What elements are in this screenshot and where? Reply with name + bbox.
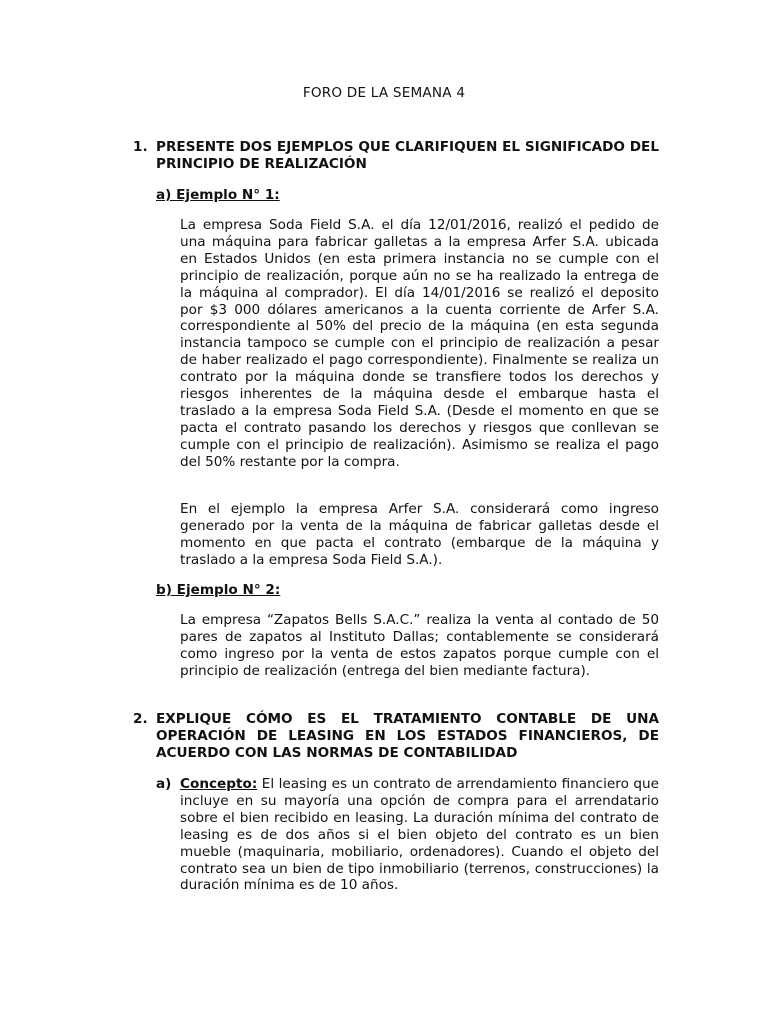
- example-1-label: a) Ejemplo N° 1:: [156, 187, 280, 203]
- question-1-number: 1.: [133, 139, 148, 155]
- example-2-heading: [156, 582, 280, 599]
- question-2-number: 2.: [133, 711, 148, 727]
- question-1: [133, 139, 659, 173]
- concept-block: [156, 776, 659, 894]
- concept-paragraph: [180, 776, 659, 894]
- example-2-paragraph: La empresa “Zapatos Bells S.A.C.” realiza la venta al contado de 50 pares de zapatos al Instituto Dallas; contablemente se considerará como ingreso por la venta de estos zapatos porque cumple con el principio de realización (entrega del bien mediante factura).: [180, 612, 659, 679]
- example-1-paragraph-2: En el ejemplo la empresa Arfer S.A. considerará como ingreso generado por la venta de la máquina de fabricar galletas desde el momento en que pacta el contrato (embarque de la máquina y traslado a la empresa Soda Field S.A.).: [180, 501, 659, 568]
- question-2: [133, 711, 659, 762]
- concept-marker: a): [156, 776, 172, 792]
- question-2-text: EXPLIQUE CÓMO ES EL TRATAMIENTO CONTABLE DE UNA OPERACIÓN DE LEASING EN LOS ESTADOS FINANCIEROS, DE ACUERDO CON LAS NORMAS DE CONTABILIDAD: [156, 711, 659, 761]
- example-1-paragraph-1: La empresa Soda Field S.A. el día 12/01/2016, realizó el pedido de una máquina para fabricar galletas a la empresa Arfer S.A. ubicada en Estados Unidos (en esta primera instancia no se cumple con el principio de realización, porque aún no se ha realizado la entrega de la máquina al comprador). El día 14/01/2016 se realizó el deposito por $3 000 dólares americanos a la cuenta corriente de Arfer S.A. correspondiente al 50% del precio de la máquina (en esta segunda instancia tampoco se cumple con el principio de realización a pesar de haber realizado el pago correspondiente). Finalmente se realiza un contrato por la máquina donde se transfiere todos los derechos y riesgos inherentes de la máquina desde el embarque hasta el traslado a la empresa Soda Field S.A. (Desde el momento en que se pacta el contrato pasando los derechos y riesgos que conllevan se cumple con el principio de realización). Asimismo se realiza el pago del 50% restante por la compra.: [180, 217, 659, 470]
- question-1-text: PRESENTE DOS EJEMPLOS QUE CLARIFIQUEN EL SIGNIFICADO DEL PRINCIPIO DE REALIZACIÓN: [156, 139, 659, 172]
- example-1-heading: [156, 187, 280, 204]
- page-title: FORO DE LA SEMANA 4: [302, 85, 466, 101]
- example-2-label: b) Ejemplo N° 2:: [156, 582, 281, 598]
- concept-label: Concepto:: [180, 776, 258, 792]
- concept-text: El leasing es un contrato de arrendamiento financiero que incluye en su mayoría una opción de compra para el arrendatario sobre el bien recibido en leasing. La duración mínima del contrato de leasing es de dos años si el bien objeto del contrato es un bien mueble (maquinaria, mobiliario, ordenadores). Cuando el objeto del contrato sea un bien de tipo inmobiliario (terrenos, construcciones) la duración mínima es de 10 años.: [180, 776, 659, 894]
